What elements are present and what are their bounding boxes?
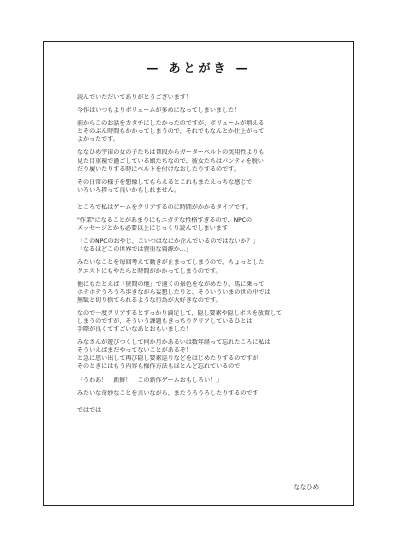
- text-line: 「このNPCのおやじ、こいつはなにか企んでいるのではないか？」: [77, 238, 259, 246]
- text-line: なので一度クリアするとすっかり満足して、隠し要素や隠しボスを放置して: [77, 309, 283, 317]
- text-line: ホテホテうろうろ歩きながら妄想したりと、そういういまの世の中では: [77, 288, 271, 296]
- paragraph: [77, 120, 329, 144]
- text-line: みなさんが遊びつくして何か月かあるいは数年経って忘れたころに私は: [77, 339, 271, 347]
- text-line: だり履いたりする時にベルトを付けなおしたりするのです。: [77, 165, 240, 173]
- text-line: 前からこのお話をカタチにしたかったのですが、ボリュームが増える: [77, 120, 265, 128]
- paragraph: [77, 259, 329, 275]
- text-line: いろいろ捗って良いかもしれません。: [77, 186, 181, 194]
- paragraph: [77, 238, 329, 254]
- text-line: しまうのですが、そういう課題もきっちりクリアしているひとは: [77, 317, 253, 325]
- paragraph: [77, 204, 329, 212]
- paragraph: [77, 217, 329, 233]
- text-line: 「なるほどこの世界では貴重な資源か…」: [77, 246, 192, 254]
- text-line: みたいなことを毎回考えて動きが止まってしまうので、ちょっとした: [77, 259, 265, 267]
- author-name: ななひめ: [293, 483, 319, 491]
- text-line: よかったです。: [77, 136, 119, 144]
- paragraph: [77, 281, 329, 305]
- text-line: そういえばまだやってないことがあるぞ！: [77, 347, 192, 355]
- text-line: そのときにはもう内容も操作方法もほとんど忘れているので: [77, 363, 241, 371]
- text-line: 見た目重視で過ごしている娘たちなので、彼女たちはパンティを脱い: [77, 157, 264, 165]
- text-line: 今作はいつもよりボリュームが多めになってしまいました！: [77, 107, 241, 115]
- text-line: 読んでいただいてありがとうございます！: [77, 94, 192, 101]
- text-line: ななひめ宇宙の女の子たちは普段からガーターベルトの実用性よりも: [77, 149, 265, 157]
- text-line: "作業"になることがあまりにもニガテな性格すぎるので、NPCの: [77, 217, 253, 225]
- text-line: 他にもたとえば「狭間の地」で遠くの景色をながめたり、馬に乗って: [77, 280, 265, 288]
- text-line: クエストにもやたらと時間がかかってしまうのです。: [77, 267, 222, 275]
- text-line: ところで私はゲームをクリアするのに時間がかかるタイプです。: [77, 203, 252, 211]
- paragraph: [77, 149, 329, 173]
- afterword-body: [77, 94, 329, 420]
- text-line: メッセージとかも必要以上にじっくり読んでしまいます: [77, 225, 228, 233]
- paragraph: [77, 310, 329, 334]
- paragraph: [77, 107, 329, 115]
- paragraph: [77, 377, 329, 385]
- paragraph: [77, 179, 329, 195]
- paragraph: [77, 339, 329, 371]
- afterword-title: — あとがき —: [146, 61, 251, 75]
- paragraph: [77, 390, 329, 398]
- text-line: その日常の様子を想像してもらえるとこれもまたえっちな感じで: [77, 178, 253, 186]
- text-line: 「うわあ！ 新鮮！ この新作ゲームおもしろい！」: [77, 376, 223, 384]
- text-line: 無駄と切り捨てられるような行為が大好きなのです。: [77, 296, 222, 304]
- text-line: とそのぶん時間もかかってしまうので、それでもなんとか仕上がって: [77, 128, 265, 136]
- signoff: ではでは: [77, 406, 102, 414]
- text-line: と急に思い出して再び隠し要素巡りなどをはじめたりするのですが: [77, 355, 259, 363]
- text-line: 手際が良くてすごいなあとおもいました！: [77, 326, 192, 334]
- text-line: みたいな奇妙なことを言いながら、またうろうろしたりするのです: [77, 389, 259, 397]
- afterword-page: [43, 41, 354, 506]
- paragraph: [77, 94, 329, 102]
